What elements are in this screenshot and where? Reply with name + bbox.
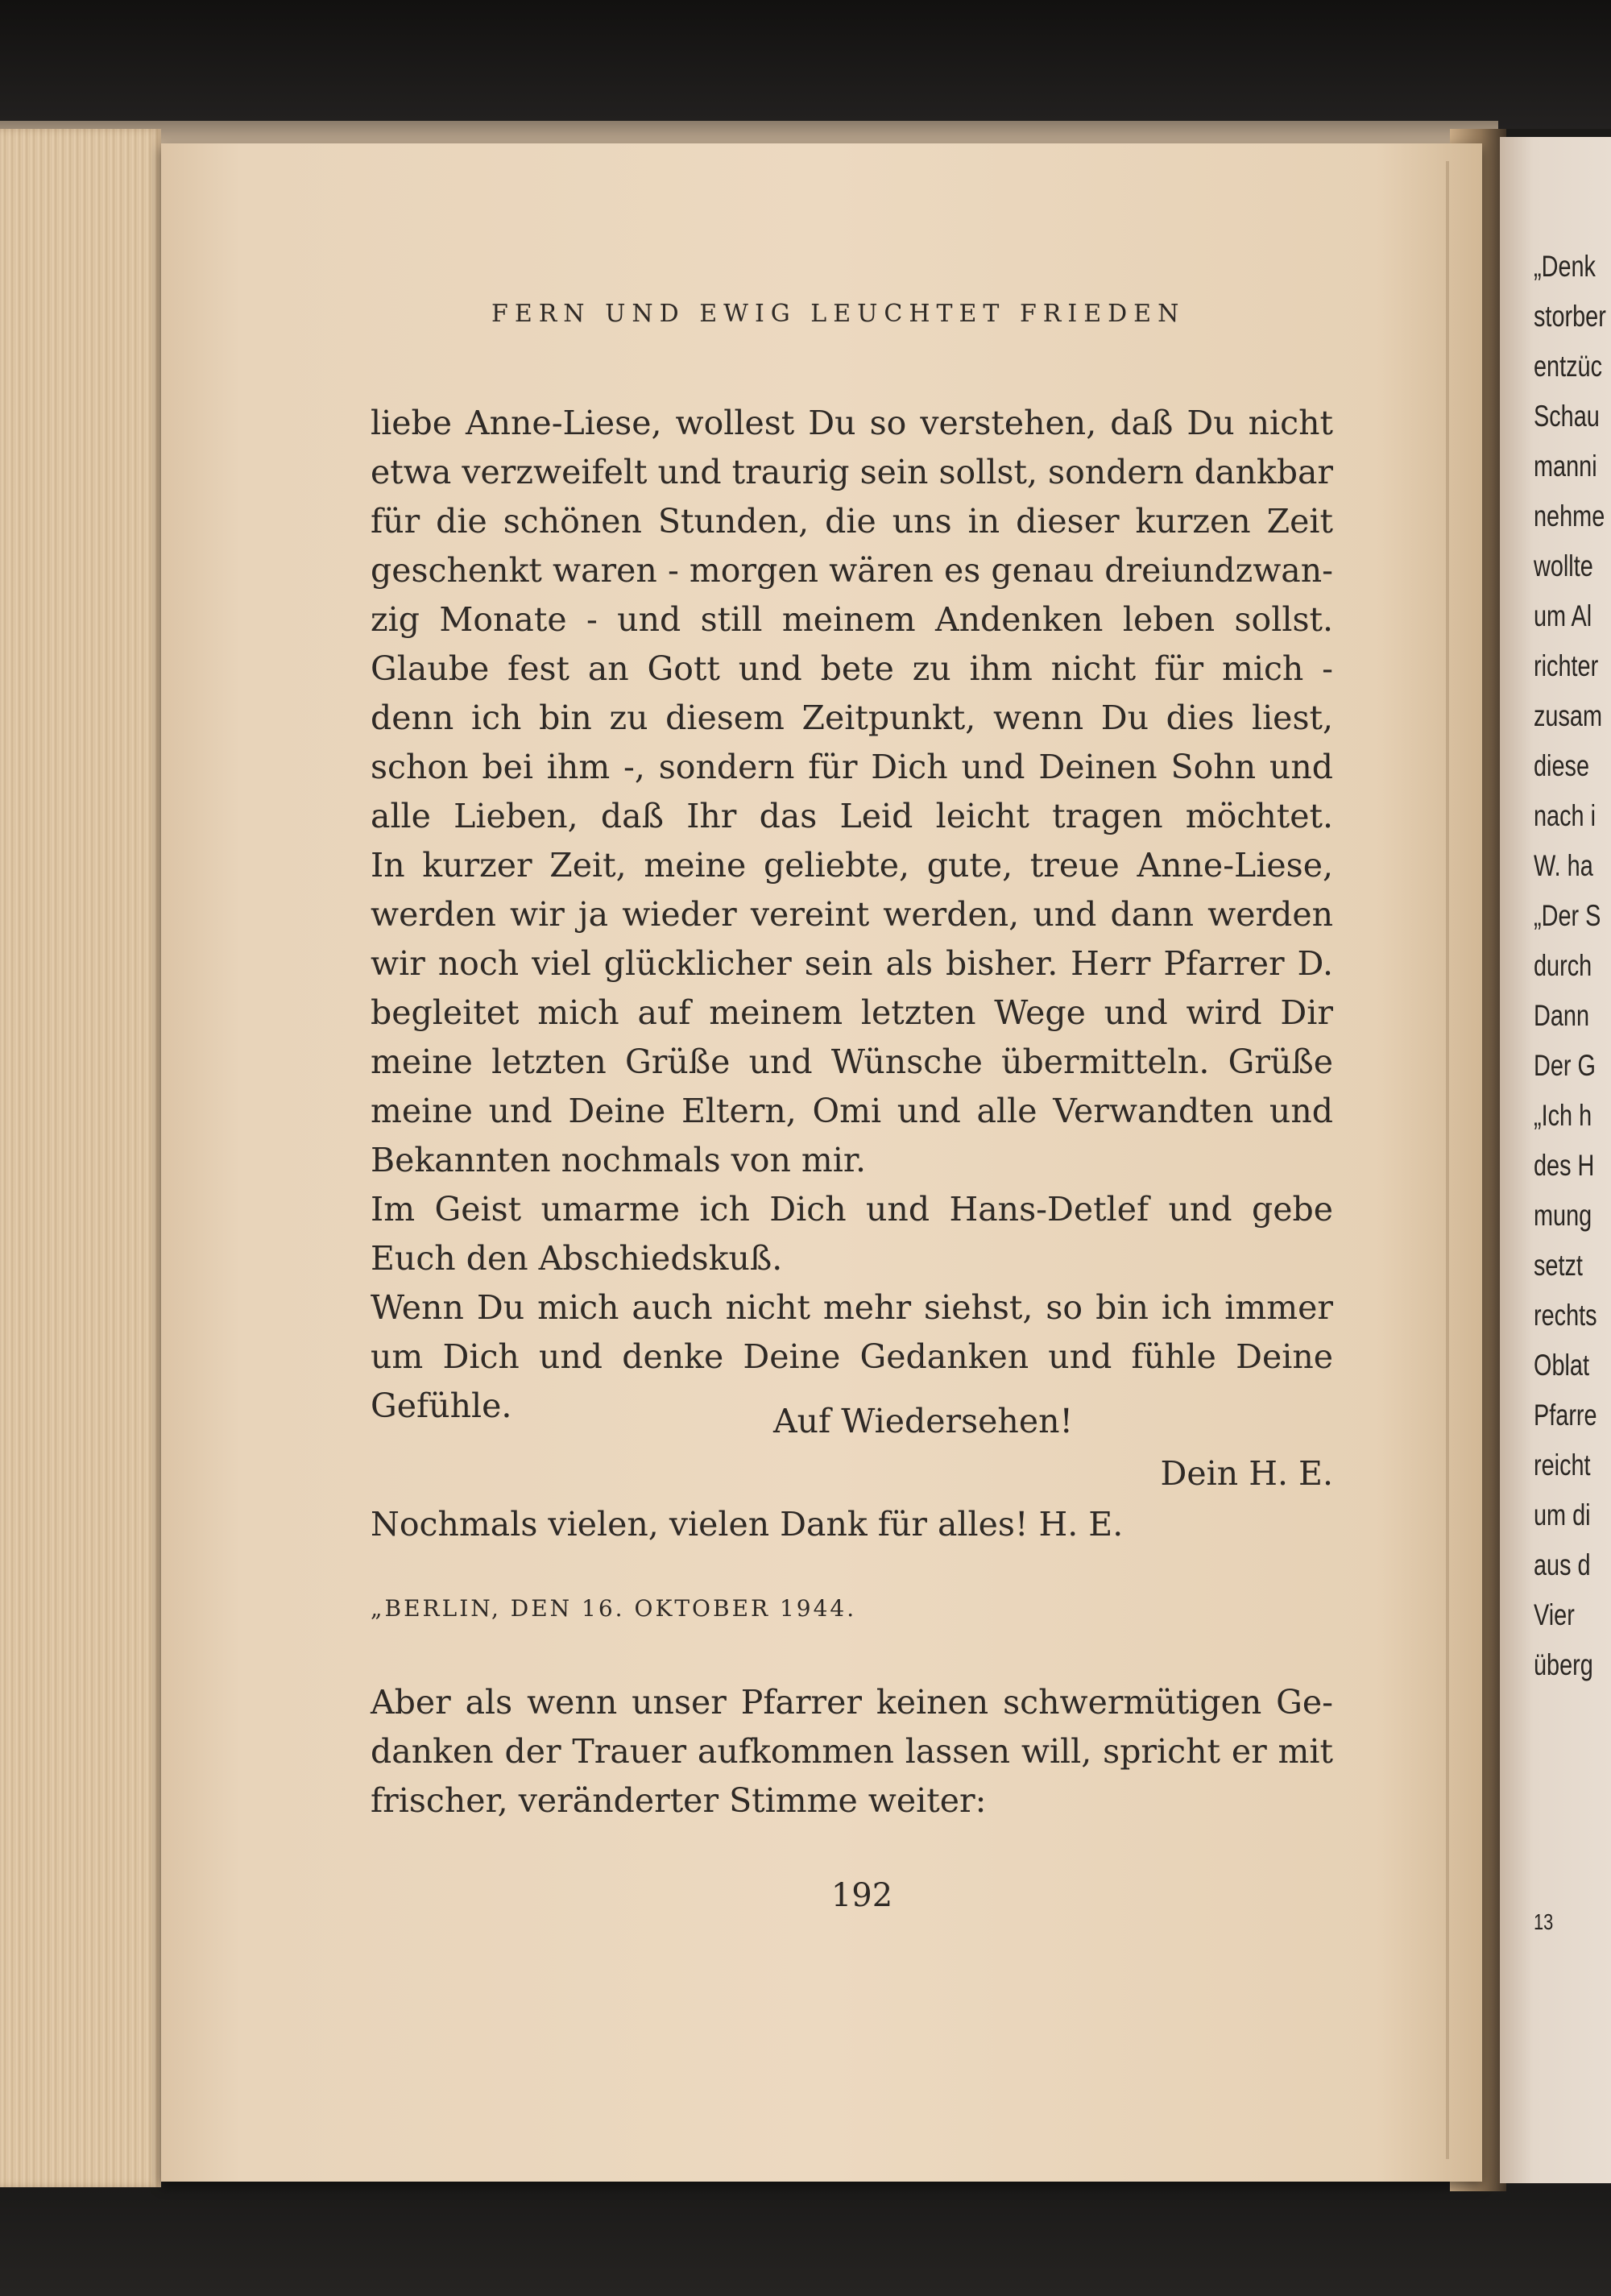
adjacent-page-fragment: „Denk bbox=[1534, 250, 1596, 283]
letter-line: geschenkt waren - morgen wären es genau dreiundzwan- bbox=[371, 551, 1333, 590]
adjacent-page-fragment: Schau bbox=[1534, 400, 1600, 433]
letter-line: um Dich und denke Deine Gedanken und fühle Deine bbox=[371, 1337, 1333, 1376]
scan-background-top bbox=[0, 0, 1611, 129]
adjacent-page-fragment: storber bbox=[1534, 300, 1606, 333]
scan-background-bottom bbox=[0, 2175, 1611, 2296]
adjacent-page-fragment: um di bbox=[1534, 1498, 1591, 1531]
adjacent-page-fragment: aus d bbox=[1534, 1548, 1591, 1581]
narration-line: Aber als wenn unser Pfarrer keinen schwermütigen Ge- bbox=[371, 1683, 1333, 1722]
adjacent-page-fragment: Pfarre bbox=[1534, 1399, 1597, 1432]
letter-line: Wenn Du mich auch nicht mehr siehst, so bin ich immer bbox=[371, 1288, 1333, 1327]
adjacent-page-fragment: setzt bbox=[1534, 1249, 1583, 1282]
adjacent-page-fragment: Der G bbox=[1534, 1049, 1596, 1082]
adjacent-page-fragment: W. ha bbox=[1534, 849, 1593, 882]
letter-line: meine und Deine Eltern, Omi und alle Verwandten und bbox=[371, 1092, 1333, 1130]
letter-line: Im Geist umarme ich Dich und Hans-Detlef und gebe bbox=[371, 1190, 1333, 1229]
letter-line: begleitet mich auf meinem letzten Wege und wird Dir bbox=[371, 993, 1333, 1032]
adjacent-page-fragment: entzüc bbox=[1534, 350, 1603, 383]
adjacent-page-fragment: Vier bbox=[1534, 1598, 1575, 1631]
letter-line: In kurzer Zeit, meine geliebte, gute, treue Anne-Liese, bbox=[371, 846, 1333, 885]
letter-line: meine letzten Grüße und Wünsche übermitteln. Grüße bbox=[371, 1042, 1333, 1081]
adjacent-page-fragment: durch bbox=[1534, 949, 1592, 982]
narration-line: danken der Trauer aufkommen lassen will, spricht er mit bbox=[371, 1732, 1333, 1771]
letter-line: denn ich bin zu diesem Zeitpunkt, wenn Du dies liest, bbox=[371, 698, 1333, 737]
adjacent-page-fragment: richter bbox=[1534, 649, 1599, 682]
adjacent-page-fragment: reicht bbox=[1534, 1448, 1591, 1482]
letter-line: zig Monate - und still meinem Andenken leben sollst. bbox=[371, 600, 1333, 639]
letter-line: Gefühle. bbox=[371, 1386, 512, 1425]
adjacent-page-fragment: manni bbox=[1534, 450, 1597, 483]
letter-line: Glaube fest an Gott und bete zu ihm nicht für mich - bbox=[371, 649, 1333, 688]
letter-line: wir noch viel glücklicher sein als bisher. Herr Pfarrer D. bbox=[371, 944, 1333, 983]
adjacent-page-fragment: wollte bbox=[1534, 549, 1593, 582]
dateline: „BERLIN, DEN 16. OKTOBER 1944. bbox=[371, 1595, 857, 1622]
adjacent-page bbox=[1500, 137, 1611, 2183]
adjacent-page-number: 13 bbox=[1534, 1909, 1554, 1934]
letter-line: werden wir ja wieder vereint werden, und dann werden bbox=[371, 895, 1333, 934]
letter-line: für die schönen Stunden, die uns in dieser kurzen Zeit bbox=[371, 502, 1333, 541]
page-number: 192 bbox=[830, 1877, 893, 1914]
page-crease bbox=[1446, 161, 1449, 2159]
adjacent-page-fragment: Oblat bbox=[1534, 1349, 1589, 1382]
adjacent-page-fragment: nach i bbox=[1534, 799, 1597, 832]
letter-line: Bekannten nochmals von mir. bbox=[371, 1141, 867, 1179]
letter-line: etwa verzweifelt und traurig sein sollst, sondern dankbar bbox=[371, 453, 1333, 491]
adjacent-page-fragment: des H bbox=[1534, 1149, 1595, 1182]
adjacent-page-fragment: diese bbox=[1534, 749, 1589, 782]
adjacent-page-fragment: nehme bbox=[1534, 499, 1605, 533]
letter-line: liebe Anne-Liese, wollest Du so verstehen, daß Du nicht bbox=[371, 404, 1333, 442]
letter-line: alle Lieben, daß Ihr das Leid leicht tragen möchtet. bbox=[371, 797, 1333, 835]
running-head: FERN UND EWIG LEUCHTET FRIEDEN bbox=[491, 300, 1186, 328]
signature-line: Dein H. E. bbox=[1160, 1454, 1333, 1493]
adjacent-page-fragment: Dann bbox=[1534, 999, 1589, 1032]
narration-line: frischer, veränderter Stimme weiter: bbox=[371, 1781, 987, 1820]
letter-line: Euch den Abschiedskuß. bbox=[371, 1239, 783, 1278]
adjacent-page-fragment: überg bbox=[1534, 1648, 1593, 1681]
adjacent-page-fragment: rechts bbox=[1534, 1299, 1597, 1332]
adjacent-page-fragment: zusam bbox=[1534, 699, 1603, 732]
adjacent-page-fragment: „Der S bbox=[1534, 899, 1601, 932]
postscript-line: Nochmals vielen, vielen Dank für alles! H. E. bbox=[371, 1505, 1124, 1544]
adjacent-page-fragment: mung bbox=[1534, 1199, 1592, 1232]
adjacent-page-fragment: um Al bbox=[1534, 599, 1592, 632]
adjacent-page-fragment: „Ich h bbox=[1534, 1099, 1592, 1132]
letter-line: schon bei ihm -, sondern für Dich und Deinen Sohn und bbox=[371, 748, 1333, 786]
page-stack-edge bbox=[0, 129, 161, 2187]
farewell-line: Auf Wiedersehen! bbox=[773, 1402, 1073, 1440]
